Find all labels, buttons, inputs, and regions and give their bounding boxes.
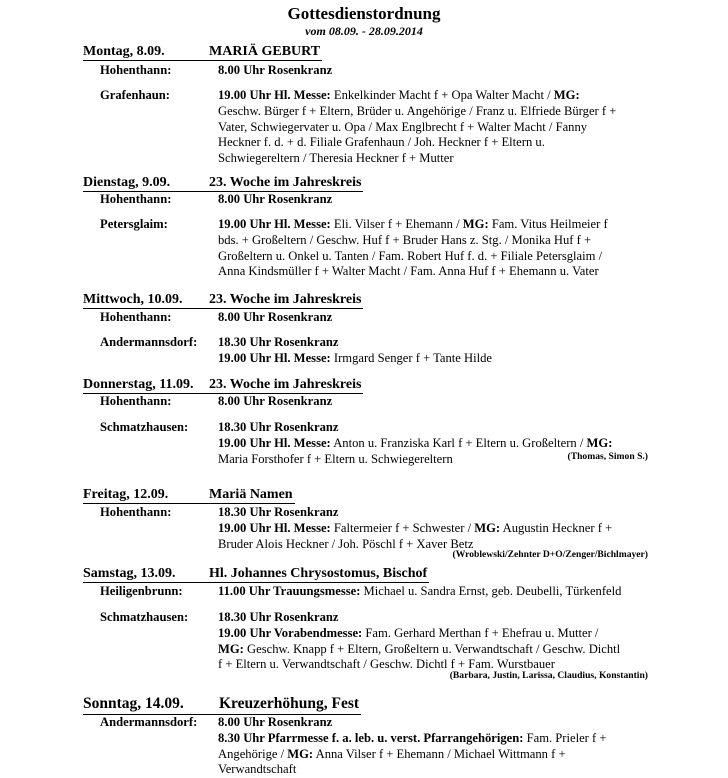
intention-text: Anton u. Franziska Karl f + Eltern u. Großeltern / xyxy=(330,435,587,450)
service-line xyxy=(218,584,646,600)
service-line xyxy=(218,626,646,642)
service-line xyxy=(218,151,646,167)
service-line xyxy=(218,104,646,120)
mg-label: MG: xyxy=(474,520,501,535)
intention-text: Geschw. Knapp f + Eltern, Großeltern u. Verwandtschaft / Geschw. Dichtl xyxy=(243,641,621,656)
intention-text: Eli. Vilser f + Ehemann / xyxy=(330,217,463,231)
service-line xyxy=(218,63,646,79)
service-line xyxy=(218,420,646,436)
day-heading xyxy=(83,487,295,504)
service-line xyxy=(218,747,646,763)
service-line xyxy=(218,192,646,208)
day-feast: Mariä Namen xyxy=(209,487,293,502)
service-time: 8.00 Uhr Rosenkranz xyxy=(218,310,333,324)
day-heading xyxy=(83,566,429,583)
day-date: Donnerstag, 11.09. xyxy=(83,377,194,392)
location-label: Heiligenbrunn: xyxy=(100,584,183,598)
day-date: Mittwoch, 10.09. xyxy=(83,292,183,307)
service-line xyxy=(218,233,646,249)
service-time: 18.30 Uhr Rosenkranz xyxy=(218,610,339,624)
day-feast: 23. Woche im Jahreskreis xyxy=(209,292,362,307)
service-line xyxy=(218,762,646,778)
intention-text: Fam. Gerhard Merthan f + Ehefrau u. Mutter / xyxy=(362,625,599,640)
location-label: Andermannsdorf: xyxy=(100,335,198,349)
intention-text: Geschw. Bürger f + Eltern, Brüder u. Angehörige / Franz u. Elfriede Bürger f + xyxy=(218,103,617,118)
ministrant-note: (Barbara, Justin, Larissa, Claudius, Konstantin) xyxy=(449,670,648,681)
intention-text: Fam. Prieler f + xyxy=(523,730,607,745)
day-date: Samstag, 13.09. xyxy=(83,566,176,581)
service-time: 8.00 Uhr Rosenkranz xyxy=(218,63,333,77)
service-details xyxy=(218,335,646,367)
service-line xyxy=(218,715,646,731)
day-date: Freitag, 12.09. xyxy=(83,487,169,502)
service-details xyxy=(218,715,646,778)
location-label: Hohenthann: xyxy=(100,505,172,519)
mg-label: MG: xyxy=(553,88,580,102)
service-details xyxy=(218,192,646,208)
day-heading xyxy=(83,695,361,715)
location-label: Grafenhaun: xyxy=(100,88,170,102)
service-line xyxy=(218,310,646,326)
service-details xyxy=(218,310,646,326)
service-line xyxy=(218,120,646,136)
service-details xyxy=(218,88,646,167)
service-details xyxy=(218,610,646,673)
document-title: Gottesdienstordnung xyxy=(287,4,441,23)
intention-text: Verwandtschaft xyxy=(218,762,297,777)
intention-text: Bruder Alois Heckner / Joh. Pöschl f + Xaver Betz xyxy=(218,536,474,551)
day-feast: Kreuzerhöhung, Fest xyxy=(219,695,360,712)
day-feast: 23. Woche im Jahreskreis xyxy=(209,175,362,190)
service-time: 19.00 Uhr Hl. Messe: xyxy=(218,435,331,450)
service-details xyxy=(218,63,646,79)
day-heading xyxy=(83,377,363,394)
service-line xyxy=(218,88,646,104)
intention-text: Vater, Schwiegervater u. Opa / Max Englbrecht f + Walter Macht / Fanny xyxy=(218,119,588,134)
day-heading xyxy=(83,292,363,309)
service-time: 19.00 Uhr Hl. Messe: xyxy=(218,350,331,365)
service-time: 19.00 Uhr Hl. Messe: xyxy=(218,88,331,102)
service-time: 8.00 Uhr Rosenkranz xyxy=(218,715,333,729)
day-heading xyxy=(83,44,322,61)
location-label: Schmatzhausen: xyxy=(100,610,189,624)
ministrant-note: (Thomas, Simon S.) xyxy=(567,451,648,462)
intention-text: Faltermeier f + Schwester / xyxy=(330,520,475,535)
intention-text: Augustin Heckner f + xyxy=(500,520,613,535)
mg-label: MG: xyxy=(287,746,314,761)
service-line xyxy=(218,521,646,537)
location-label: Hohenthann: xyxy=(100,63,172,77)
service-line xyxy=(218,610,646,626)
service-details xyxy=(218,394,646,410)
intention-text: Anna Kindsmüller f + Walter Macht / Fam. Anna Huf f + Ehemann u. Vater xyxy=(218,264,599,279)
location-label: Hohenthann: xyxy=(100,192,172,206)
day-date: Dienstag, 9.09. xyxy=(83,175,171,190)
service-line xyxy=(218,394,646,410)
service-line xyxy=(218,135,646,151)
service-details xyxy=(218,584,646,600)
intention-text: f + Eltern u. Verwandtschaft / Geschw. Dichtl f + Fam. Wurstbauer xyxy=(218,657,555,672)
mg-label: MG: xyxy=(462,217,489,231)
intention-text: Maria Forsthofer f + Eltern u. Schwiegereltern xyxy=(218,451,453,466)
day-feast: 23. Woche im Jahreskreis xyxy=(209,377,362,392)
intention-text: Angehörige / xyxy=(218,746,288,761)
service-line xyxy=(218,249,646,265)
intention-text: Großeltern u. Onkel u. Tanten / Fam. Robert Huf f. d. + Filiale Petersglaim / xyxy=(218,248,603,263)
day-date: Sonntag, 14.09. xyxy=(83,695,184,712)
location-label: Schmatzhausen: xyxy=(100,420,189,434)
location-label: Andermannsdorf: xyxy=(100,715,198,729)
intention-text: Enkelkinder Macht f + Opa Walter Macht / xyxy=(330,88,554,102)
intention-text: Schwiegereltern / Theresia Heckner f + Mutter xyxy=(218,151,454,166)
location-label: Petersglaim: xyxy=(100,217,168,231)
service-time: 8.00 Uhr Rosenkranz xyxy=(218,394,333,408)
intention-text: Anna Vilser f + Ehemann / Michael Wittmann f + xyxy=(313,746,566,761)
location-label: Hohenthann: xyxy=(100,394,172,408)
day-heading xyxy=(83,175,363,192)
service-line xyxy=(218,264,646,280)
service-details xyxy=(218,505,646,552)
service-line xyxy=(218,335,646,351)
service-details xyxy=(218,217,646,280)
service-time: MG: xyxy=(218,641,244,656)
service-line xyxy=(218,351,646,367)
intention-text: Fam. Vitus Heilmeier f xyxy=(488,217,608,231)
location-label: Hohenthann: xyxy=(100,310,172,324)
intention-text: Heckner f. d. + d. Filiale Grafenhaun / Joh. Heckner f + Eltern u. xyxy=(218,135,545,150)
service-line xyxy=(218,505,646,521)
service-time: 19.00 Uhr Vorabendmesse: xyxy=(218,625,363,640)
service-line xyxy=(218,642,646,658)
service-time: 8.30 Uhr Pfarrmesse f. a. leb. u. verst. Pfarrangehörigen: xyxy=(218,730,524,745)
day-date: Montag, 8.09. xyxy=(83,44,165,59)
service-time: 18.30 Uhr Rosenkranz xyxy=(218,420,339,434)
mg-label: MG: xyxy=(586,435,613,450)
service-time: 18.30 Uhr Rosenkranz xyxy=(218,335,339,349)
ministrant-note: (Wroblewski/Zehnter D+O/Zenger/Bichlmayer) xyxy=(452,549,648,560)
intention-text: Irmgard Senger f + Tante Hilde xyxy=(330,350,493,365)
intention-text: Michael u. Sandra Ernst, geb. Deubelli, Türkenfeld xyxy=(360,584,622,598)
intention-text: bds. + Großeltern / Geschw. Huf f + Bruder Hans z. Stg. / Monika Huf f + xyxy=(218,232,592,247)
service-time: 11.00 Uhr Trauungsmesse: xyxy=(218,584,361,598)
service-time: 8.00 Uhr Rosenkranz xyxy=(218,192,333,206)
day-feast: Hl. Johannes Chrysostomus, Bischof xyxy=(209,566,428,581)
service-line xyxy=(218,731,646,747)
document-subtitle: vom 08.09. - 28.09.2014 xyxy=(305,24,423,38)
service-line xyxy=(218,217,646,233)
service-time: 19.00 Uhr Hl. Messe: xyxy=(218,217,331,231)
day-feast: MARIÄ GEBURT xyxy=(209,44,321,59)
service-time: 19.00 Uhr Hl. Messe: xyxy=(218,520,331,535)
service-line xyxy=(218,436,646,452)
service-time: 18.30 Uhr Rosenkranz xyxy=(218,505,339,519)
